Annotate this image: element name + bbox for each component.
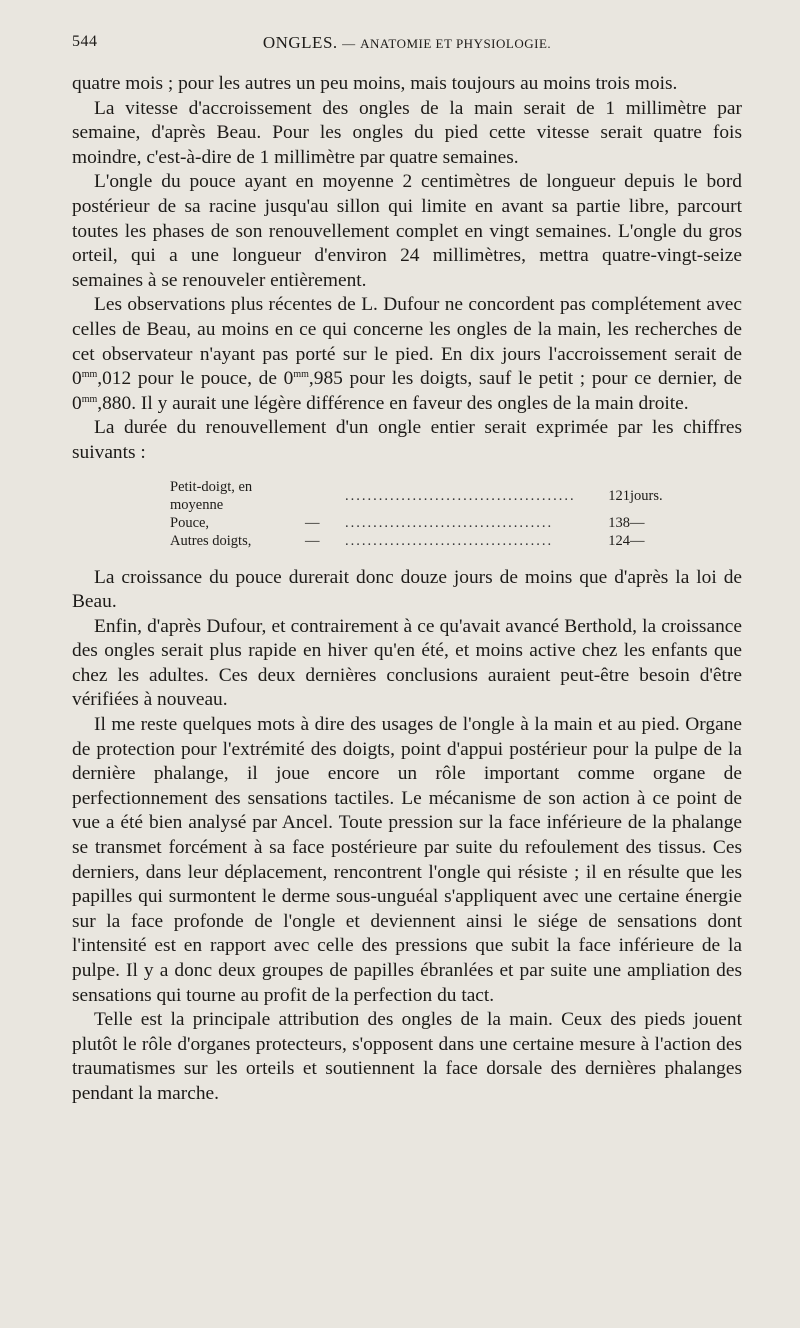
title-main: ONGLES. [262, 33, 338, 52]
row-leader-dots: ..................................... [345, 532, 554, 549]
text-run: Les observations plus récentes de L. Dufour ne concordent pas complétement avec celles de Beau, au moins en ce qui concerne les ongles de la main, les recherches de cet observateur n'ayant pas porté sur le pied. En dix jours l'accroissement serait de 0 [72, 294, 742, 390]
paragraph-continuation: quatre mois ; pour les autres un peu moins, mais toujours au moins trois mois. [72, 73, 678, 94]
row-ditto: — [305, 514, 320, 531]
title-sub: ANATOMIE ET PHYSIOLOGIE. [360, 36, 552, 51]
main-text [72, 72, 742, 1107]
unit-superscript: mm [81, 369, 98, 381]
text-run: ,012 pour le pouce, de 0 [97, 368, 294, 390]
page-number: 544 [72, 33, 98, 50]
row-label: Autres doigts, [170, 532, 252, 549]
row-value: 138 [608, 514, 630, 531]
unit-superscript: mm [81, 393, 98, 405]
row-unit: jours. [630, 487, 663, 504]
row-leader-dots: ..................................... [345, 514, 554, 531]
row-ditto [305, 478, 345, 514]
row-leader-dots: ......................................... [345, 487, 576, 504]
table-row [170, 532, 690, 550]
row-unit: — [630, 514, 645, 531]
paragraph: La croissance du pouce durerait donc douze jours de moins que d'après la loi de Beau. [72, 566, 742, 613]
table-row [170, 478, 690, 514]
paragraph: Il me reste quelques mots à dire des usages de l'ongle à la main et au pied. Organe de protection pour l'extrémité des doigts, point d'appui postérieur pour la pulpe de la dernière phalange, il joue encore un rôle important comme organe de perfectionnement des sensations tactiles. Le mécanisme de son action à ce point de vue a été bien analysé par Ancel. Toute pression sur la face inférieure de la phalange se transmet forcément à sa face postérieure par suite du refoulement des tissus. Ces derniers, dans leur déplacement, rencontrent l'ongle qui résiste ; il en résulte que les papilles qui surmontent le derme sous-unguéal s'appliquent avec une certaine énergie sur la face profonde de l'ongle et deviennent ainsi le siége de sensations dont l'intensité est en rapport avec celle des pressions que subit la face inférieure de la pulpe. Il y a donc deux groupes de papilles ébranlées et par suite une ampliation des sensations qui tourne au profit de la perfection du tact. [72, 714, 742, 1006]
paragraph: Enfin, d'après Dufour, et contrairement à ce qu'avait avancé Berthold, la croissance des ongles serait plus rapide en hiver qu'en été, et moins active chez les enfants que chez les adultes. Ces deux dernières conclusions auraient peut-être besoin d'être vérifiées à nouveau. [72, 615, 742, 711]
row-label: Pouce, [170, 514, 210, 531]
running-title [72, 33, 742, 53]
unit-superscript: mm [293, 369, 309, 381]
paragraph-dufour [72, 293, 742, 416]
row-ditto: — [305, 532, 320, 549]
row-value: 121 [608, 487, 630, 504]
paragraph: La durée du renouvellement d'un ongle entier serait exprimée par les chiffres suivants : [72, 417, 742, 463]
row-value: 124 [608, 532, 630, 549]
paragraph: La vitesse d'accroissement des ongles de la main serait de 1 millimètre par semaine, d'après Beau. Pour les ongles du pied cette vitesse serait quatre fois moindre, c'est-à-dire de 1 millimètre par quatre semaines. [72, 97, 742, 168]
text-run: ,880. Il y aurait une légère différence en faveur des ongles de la main droite. [97, 392, 689, 414]
running-header [72, 33, 742, 57]
title-dash: — [342, 36, 356, 51]
row-label: Petit-doigt, en moyenne [170, 478, 253, 513]
renewal-duration-table [170, 478, 690, 550]
paragraph: Telle est la principale attribution des ongles de la main. Ceux des pieds jouent plutôt le rôle d'organes protecteurs, s'opposent dans une certaine mesure à l'action des traumatismes sur les orteils et soutiennent la face dorsale des dernières phalanges pendant la marche. [72, 1009, 742, 1104]
table-row [170, 514, 690, 532]
text-run: ,985 pour les doigts, sauf le petit ; pour ce dernier, de 0 [72, 368, 743, 414]
row-unit: — [630, 532, 645, 549]
paragraph: L'ongle du pouce ayant en moyenne 2 centimètres de longueur depuis le bord postérieur de sa racine jusqu'au sillon qui limite en avant sa partie libre, parcourt toutes les phases de son renouvellement complet en vingt semaines. L'ongle du gros orteil, qui a une longueur d'environ 24 millimètres, mettra quatre-vingt-seize semaines à se renouveler entièrement. [72, 171, 742, 291]
